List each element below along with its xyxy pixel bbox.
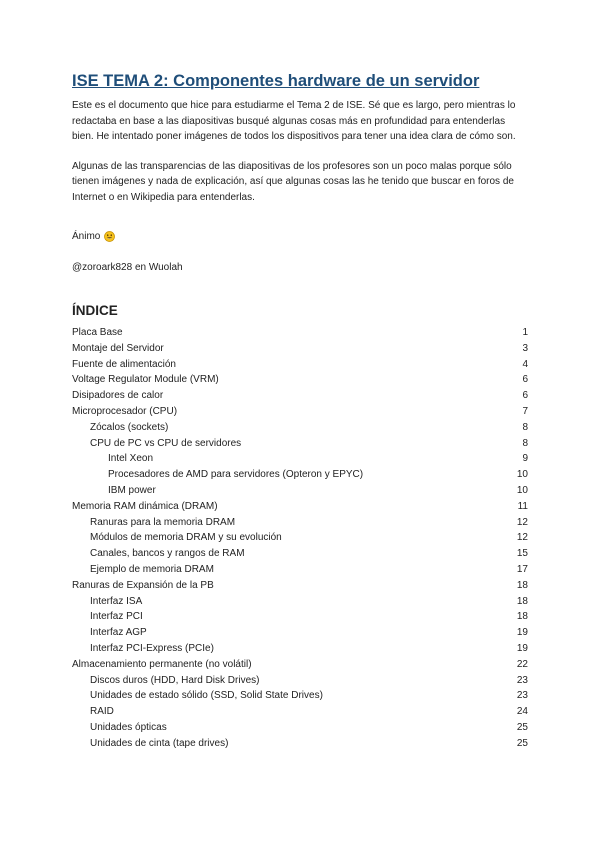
toc-entry-page-number: 6 — [522, 390, 528, 402]
toc-entry[interactable] — [72, 530, 528, 546]
toc-entry[interactable] — [72, 546, 528, 562]
toc-entry-page-number: 8 — [522, 437, 528, 449]
toc-entry[interactable] — [72, 704, 528, 720]
toc-entry[interactable] — [72, 657, 528, 673]
toc-entry-page-number: 22 — [516, 658, 528, 670]
toc-entry[interactable] — [72, 483, 528, 499]
toc-entry[interactable] — [72, 499, 528, 515]
toc-entry-label: Disipadores de calor — [72, 390, 164, 402]
toc-entry-label: Ranuras para la memoria DRAM — [90, 516, 236, 528]
toc-entry-label: Ejemplo de memoria DRAM — [90, 563, 214, 575]
toc-entry-page-number: 12 — [516, 516, 528, 528]
toc-entry-page-number: 10 — [516, 469, 528, 481]
toc-entry[interactable] — [72, 436, 528, 452]
toc-entry-page-number: 8 — [522, 421, 528, 433]
toc-entry-page-number: 23 — [516, 674, 528, 686]
toc-entry-page-number: 19 — [516, 627, 528, 639]
toc-entry[interactable] — [72, 641, 528, 657]
toc-entry[interactable] — [72, 357, 528, 373]
toc-entry[interactable] — [72, 341, 528, 357]
toc-entry-label: RAID — [90, 706, 114, 718]
toc-entry[interactable] — [72, 720, 528, 736]
toc-entry[interactable] — [72, 736, 528, 752]
toc-entry-label: Interfaz ISA — [90, 595, 143, 607]
toc-entry-label: Placa Base — [72, 327, 123, 338]
toc-entry-page-number: 18 — [516, 579, 528, 591]
grinning-face-icon — [104, 231, 115, 242]
intro-paragraph-1: Este es el documento que hice para estudiarme el Tema 2 de ISE. Sé que es largo, pero mientras lo redactaba en base a las diapositivas busqué algunas cosas más en profundidad para entenderlas bien. He intentado poner imágenes de todos los dispositivos para tener una idea clara de cómo son. — [72, 100, 516, 142]
toc-entry[interactable] — [72, 578, 528, 594]
toc-entry-label: Microprocesador (CPU) — [72, 405, 178, 417]
toc-entry-label: CPU de PC vs CPU de servidores — [90, 437, 242, 449]
toc-entry-page-number: 10 — [516, 484, 528, 496]
toc-entry-page-number: 7 — [522, 405, 528, 417]
toc-entry-label: Módulos de memoria DRAM y su evolución — [90, 532, 282, 544]
toc-entry-label: Ranuras de Expansión de la PB — [72, 579, 214, 591]
toc-entry[interactable] — [72, 451, 528, 467]
intro-paragraph-2: Algunas de las transparencias de las diapositivas de los profesores son un poco malas porque sólo tienen imágenes y nada de explicación, así que algunas cosas las he tenido que buscar en foros de Internet o en Wikipedia para entenderlas. — [72, 160, 514, 203]
toc-entry-label: Fuente de alimentación — [72, 358, 176, 370]
toc-entry-page-number: 24 — [516, 706, 528, 718]
toc-entry[interactable] — [72, 609, 528, 625]
toc-entry-label: Voltage Regulator Module (VRM) — [72, 374, 219, 386]
toc-entry-page-number: 11 — [517, 500, 528, 512]
toc-entry-label: Interfaz AGP — [90, 627, 147, 639]
toc-entry-page-number: 1 — [522, 327, 528, 338]
toc-entry-label: Interfaz PCI — [90, 611, 143, 623]
document-title: ISE TEMA 2: Componentes hardware de un servidor — [72, 72, 480, 90]
toc-entry-page-number: 6 — [522, 374, 528, 386]
toc-entry-label: Unidades ópticas — [90, 721, 167, 733]
toc-entry-page-number: 4 — [522, 358, 528, 370]
toc-entry-page-number: 23 — [516, 690, 528, 702]
toc-entry-label: Intel Xeon — [108, 453, 154, 465]
toc-entry[interactable] — [72, 372, 528, 388]
toc-entry-label: IBM power — [108, 484, 156, 496]
toc-entry-page-number: 3 — [522, 342, 528, 354]
toc-entry[interactable] — [72, 404, 528, 420]
toc-entry-page-number: 18 — [516, 611, 528, 623]
toc-entry-label: Discos duros (HDD, Hard Disk Drives) — [90, 674, 260, 686]
toc-entry[interactable] — [72, 625, 528, 641]
toc-entry-page-number: 19 — [516, 642, 528, 654]
toc-entry-page-number: 15 — [516, 548, 528, 560]
index-heading: ÍNDICE — [72, 303, 118, 318]
toc-entry-label: Procesadores de AMD para servidores (Opteron y EPYC) — [108, 469, 364, 481]
author-credit: @zoroark828 en Wuolah — [72, 262, 183, 273]
toc-entry-label: Interfaz PCI-Express (PCIe) — [90, 642, 214, 654]
toc-entry-page-number: 25 — [516, 737, 528, 749]
cheer-line — [72, 229, 528, 244]
toc-entry[interactable] — [72, 420, 528, 436]
table-of-contents — [72, 325, 528, 752]
document-page — [72, 70, 528, 752]
toc-entry[interactable] — [72, 594, 528, 610]
toc-entry[interactable] — [72, 515, 528, 531]
toc-entry[interactable] — [72, 467, 528, 483]
toc-entry-label: Almacenamiento permanente (no volátil) — [72, 658, 252, 670]
toc-entry-label: Montaje del Servidor — [72, 342, 164, 354]
toc-entry[interactable] — [72, 673, 528, 689]
toc-entry-label: Memoria RAM dinámica (DRAM) — [72, 500, 218, 512]
toc-entry[interactable] — [72, 562, 528, 578]
toc-entry[interactable] — [72, 688, 528, 704]
toc-entry-label: Unidades de estado sólido (SSD, Solid State Drives) — [90, 690, 323, 702]
cheer-text: Ánimo — [72, 231, 101, 242]
toc-entry-page-number: 25 — [516, 721, 528, 733]
toc-entry-label: Canales, bancos y rangos de RAM — [90, 548, 245, 560]
toc-entry-page-number: 18 — [516, 595, 528, 607]
toc-entry-page-number: 17 — [516, 563, 528, 575]
toc-entry-page-number: 12 — [516, 532, 528, 544]
toc-entry-label: Zócalos (sockets) — [90, 421, 169, 433]
toc-entry-page-number: 9 — [522, 453, 528, 465]
toc-entry-label: Unidades de cinta (tape drives) — [90, 737, 229, 749]
toc-entry[interactable] — [72, 388, 528, 404]
toc-entry[interactable] — [72, 325, 528, 341]
